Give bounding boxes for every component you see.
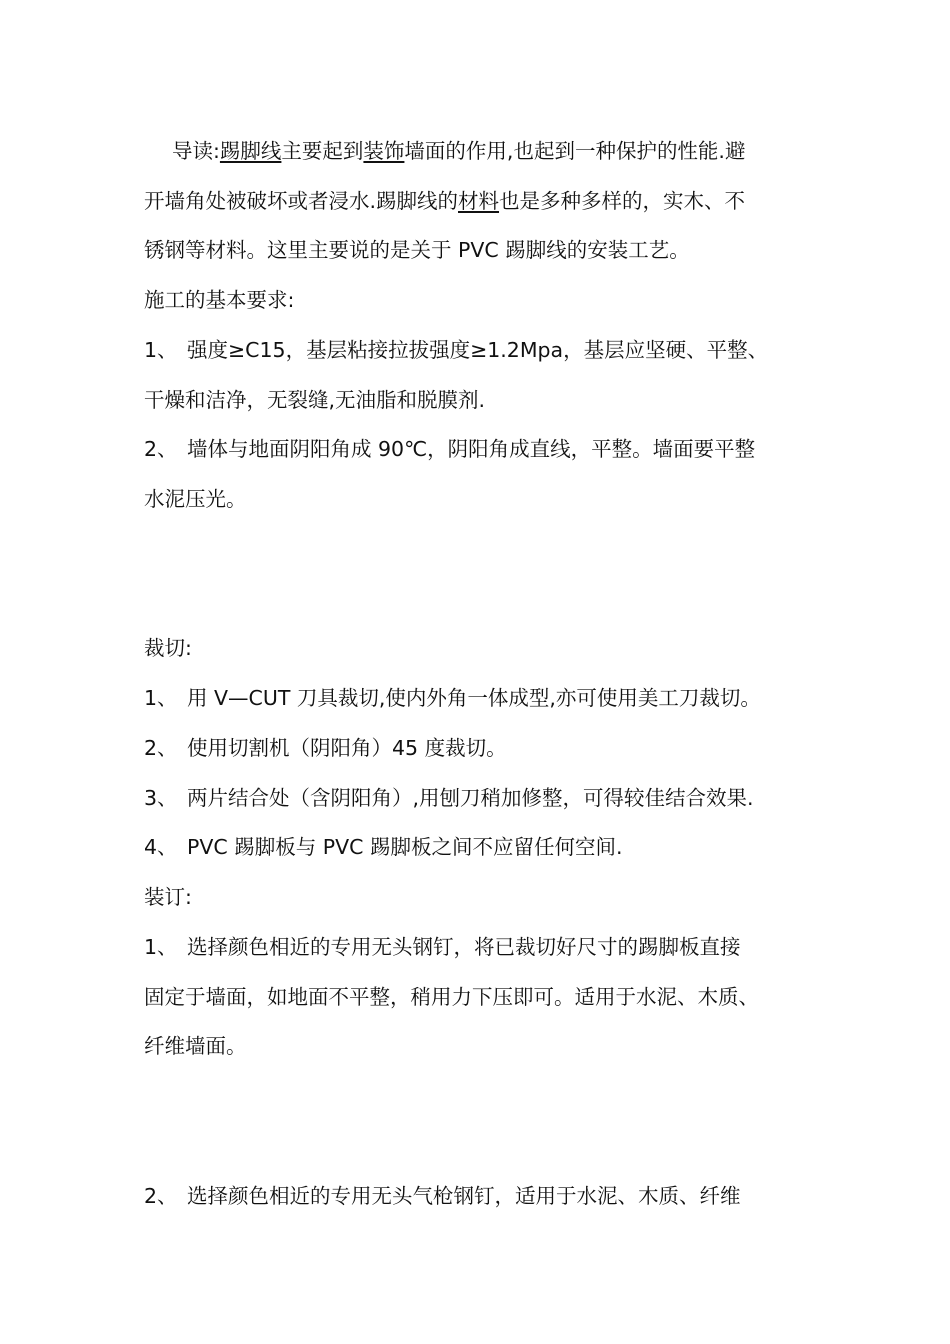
item-text: 选择颜色相近的专用无头气枪钢钉，适用于水泥、木质、纤维	[187, 1184, 741, 1208]
intro-text: 墙面的作用,也起到一种保护的性能.避	[404, 139, 746, 163]
basic-item-2	[144, 434, 814, 464]
cut-item-2	[144, 733, 814, 763]
item-number: 2、	[144, 1184, 178, 1208]
install-item-1-cont: 纤维墙面。	[144, 1034, 247, 1058]
cut-item-1	[144, 683, 814, 713]
item-text: 墙体与地面阴阳角成 90℃，阴阳角成直线，平整。墙面要平整	[187, 437, 756, 461]
item-number: 4、	[144, 835, 178, 859]
item-text: 两片结合处（含阴阳角）,用刨刀稍加修整，可得较佳结合效果.	[187, 786, 754, 810]
basic-item-1	[144, 335, 814, 365]
intro-prefix: 导读:	[172, 139, 220, 163]
basic-item-2-cont: 水泥压光。	[144, 487, 247, 511]
intro-text: 也是多种多样的，实木、不	[499, 189, 746, 213]
basic-item-1-cont: 干燥和洁净，无裂缝,无油脂和脱膜剂.	[144, 388, 486, 412]
intro-line-3: 锈钢等材料。这里主要说的是关于 PVC 踢脚线的安装工艺。	[144, 238, 690, 262]
item-text: 选择颜色相近的专用无头钢钉，将已裁切好尺寸的踢脚板直接	[187, 935, 741, 959]
item-number: 3、	[144, 786, 178, 810]
install-item-2	[144, 1181, 814, 1211]
section-heading-cut: 裁切:	[144, 636, 192, 660]
cut-item-4	[144, 832, 814, 862]
cut-item-3	[144, 783, 814, 813]
intro-text: 开墙角处被破坏或者浸水.踢脚线的	[144, 189, 459, 213]
install-item-1-cont: 固定于墙面，如地面不平整，稍用力下压即可。适用于水泥、木质、	[144, 985, 759, 1009]
item-text: 强度≥C15，基层粘接拉拔强度≥1.2Mpa，基层应坚硬、平整、	[187, 338, 769, 362]
item-text: PVC 踢脚板与 PVC 踢脚板之间不应留任何空间.	[187, 835, 623, 859]
section-heading-basic: 施工的基本要求:	[144, 288, 295, 312]
link-zhuangshi[interactable]: 装饰	[363, 139, 405, 163]
item-text: 使用切割机（阴阳角）45 度裁切。	[187, 736, 507, 760]
intro-line-2	[144, 186, 814, 216]
install-item-1	[144, 932, 814, 962]
item-number: 2、	[144, 437, 178, 461]
intro-line-1	[172, 136, 842, 166]
item-number: 2、	[144, 736, 178, 760]
item-number: 1、	[144, 935, 178, 959]
item-number: 1、	[144, 338, 178, 362]
link-cailiao[interactable]: 材料	[458, 189, 500, 213]
section-heading-install: 装订:	[144, 885, 192, 909]
link-tijiaoxian[interactable]: 踢脚线	[219, 139, 282, 163]
item-text: 用 V—CUT 刀具裁切,使内外角一体成型,亦可使用美工刀裁切。	[187, 686, 761, 710]
item-number: 1、	[144, 686, 178, 710]
intro-text: 主要起到	[281, 139, 364, 163]
